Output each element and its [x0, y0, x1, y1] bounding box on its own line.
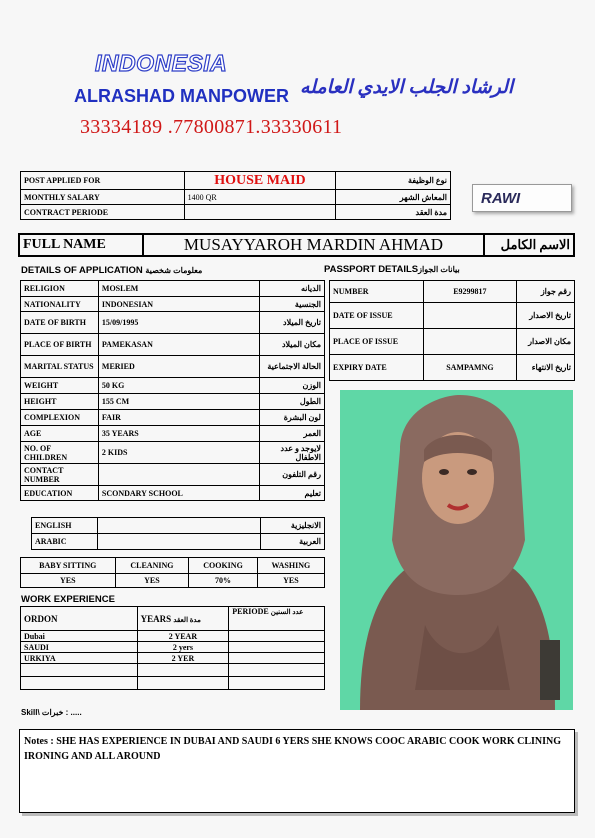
work-periode: [229, 677, 325, 690]
skills-value-row: [21, 574, 325, 588]
job-label: MONTHLY SALARY: [21, 190, 185, 205]
work-row: [21, 677, 325, 690]
passport-label: NUMBER: [330, 281, 424, 303]
application-label-ar: الجنسية: [260, 297, 325, 312]
job-label-ar: مدة العقد: [336, 205, 451, 220]
application-row: [21, 281, 325, 297]
language-label: ENGLISH: [32, 518, 98, 534]
application-row: [21, 334, 325, 356]
notes-text: Notes : SHE HAS EXPERIENCE IN DUBAI AND SAUDI 6 YERS SHE KNOWS COOC ARABIC COOK WORK CLINING IRONING AND ALL AROUND: [24, 736, 562, 762]
skill-value: YES: [257, 574, 324, 588]
work-country: [21, 677, 138, 690]
application-label: CONTACT NUMBER: [21, 464, 99, 486]
application-label-ar: لايوجد و عدد الاطفال: [260, 442, 325, 464]
application-heading: DETAILS OF APPLICATION معلومات شخصية: [21, 265, 203, 276]
fullname-table: [18, 233, 575, 257]
job-row: [21, 205, 451, 220]
application-label-ar: لون البشرة: [260, 410, 325, 426]
passport-label-ar: مكان الاصدار: [517, 329, 575, 355]
passport-row: [330, 281, 575, 303]
work-col-country: ORDON: [21, 607, 138, 631]
skill-value: 70%: [189, 574, 257, 588]
skill-value: YES: [115, 574, 189, 588]
application-row: [21, 312, 325, 334]
passport-label-ar: تاريخ الاصدار: [517, 303, 575, 329]
application-row: [21, 426, 325, 442]
application-row: [21, 356, 325, 378]
application-row: [21, 394, 325, 410]
skill-header: WASHING: [257, 558, 324, 574]
language-label: ARABIC: [32, 534, 98, 550]
work-country: Dubai: [21, 631, 138, 642]
application-value: MERIED: [98, 356, 259, 378]
fullname-label: FULL NAME: [19, 234, 143, 256]
application-row: [21, 378, 325, 394]
application-value: PAMEKASAN: [98, 334, 259, 356]
application-value: 155 CM: [98, 394, 259, 410]
application-label-ar: الحالة الاجتماعية: [260, 356, 325, 378]
application-value: INDONESIAN: [98, 297, 259, 312]
application-label-ar: مكان الميلاد: [260, 334, 325, 356]
work-country: [21, 664, 138, 677]
work-periode: [229, 653, 325, 664]
application-row: [21, 410, 325, 426]
application-label-ar: الطول: [260, 394, 325, 410]
passport-label-ar: تاريخ الانتهاء: [517, 355, 575, 381]
job-row: [21, 190, 451, 205]
application-label: COMPLEXION: [21, 410, 99, 426]
application-value: [98, 464, 259, 486]
application-value: FAIR: [98, 410, 259, 426]
passport-value: [423, 303, 517, 329]
brand-name: ALRASHAD MANPOWER: [74, 86, 289, 106]
application-label-ar: الوزن: [260, 378, 325, 394]
application-row: [21, 442, 325, 464]
job-label-ar: المعاش الشهر: [336, 190, 451, 205]
work-years: [137, 677, 229, 690]
passport-value: E9299817: [423, 281, 517, 303]
work-periode: [229, 631, 325, 642]
notes-box: [19, 729, 575, 813]
application-label: MARITAL STATUS: [21, 356, 99, 378]
work-row: [21, 642, 325, 653]
work-row: [21, 631, 325, 642]
brand-arabic-name: الرشاد الجلب الايدي العامله: [300, 77, 514, 98]
passport-row: [330, 329, 575, 355]
brand-country: INDONESIA: [95, 50, 228, 76]
work-country: SAUDI: [21, 642, 138, 653]
application-value: 15/09/1995: [98, 312, 259, 334]
passport-table: [329, 280, 575, 381]
work-col-years: YEARS مدة العقد: [137, 607, 229, 631]
passport-value: SAMPAMNG: [423, 355, 517, 381]
passport-label: EXPIRY DATE: [330, 355, 424, 381]
work-periode: [229, 664, 325, 677]
passport-row: [330, 355, 575, 381]
application-label: EDUCATION: [21, 486, 99, 501]
language-row: [32, 534, 325, 550]
applicant-photo: [340, 390, 573, 710]
application-label: RELIGION: [21, 281, 99, 297]
application-row: [21, 464, 325, 486]
application-table: [20, 280, 325, 501]
skill-header: COOKING: [189, 558, 257, 574]
language-value: [97, 518, 260, 534]
work-country: URKIYA: [21, 653, 138, 664]
languages-table: [31, 517, 325, 550]
post-value: HOUSE MAID: [184, 172, 336, 190]
work-years: 2 yers: [137, 642, 229, 653]
language-label-ar: العربية: [261, 534, 325, 550]
application-label: PLACE OF BIRTH: [21, 334, 99, 356]
application-label: WEIGHT: [21, 378, 99, 394]
rawi-badge: RAWI: [472, 184, 572, 212]
application-label: DATE OF BIRTH: [21, 312, 99, 334]
skill-header: CLEANING: [115, 558, 189, 574]
application-label: NO. OF CHILDREN: [21, 442, 99, 464]
application-value: 50 KG: [98, 378, 259, 394]
passport-label: DATE OF ISSUE: [330, 303, 424, 329]
application-label-ar: تعليم: [260, 486, 325, 501]
application-label: HEIGHT: [21, 394, 99, 410]
skills-header-row: [21, 558, 325, 574]
salary-value: 1400 QR: [184, 190, 336, 205]
skills-table: [20, 557, 325, 588]
application-label: NATIONALITY: [21, 297, 99, 312]
skill-line: Skill\ خبرات : .....: [21, 708, 82, 717]
passport-row: [330, 303, 575, 329]
skill-header: BABY SITTING: [21, 558, 116, 574]
application-label-ar: العمر: [260, 426, 325, 442]
language-value: [97, 534, 260, 550]
application-value: SCONDARY SCHOOL: [98, 486, 259, 501]
job-label-ar: نوع الوظيفة: [336, 172, 451, 190]
application-label-ar: تاريخ الميلاد: [260, 312, 325, 334]
application-value: 2 KIDS: [98, 442, 259, 464]
application-value: MOSLEM: [98, 281, 259, 297]
passport-heading: PASSPORT DETAILSبيانات الجواز: [324, 264, 460, 275]
work-row: [21, 653, 325, 664]
passport-label: PLACE OF ISSUE: [330, 329, 424, 355]
work-periode: [229, 642, 325, 653]
fullname-label-ar: الاسم الكامل: [484, 234, 574, 256]
brand-phones: 33334189 .77800871.33330611: [80, 116, 343, 138]
contract-value: [184, 205, 336, 220]
application-label-ar: رقم التلفون: [260, 464, 325, 486]
passport-value: [423, 329, 517, 355]
work-row: [21, 664, 325, 677]
work-years: 2 YER: [137, 653, 229, 664]
language-row: [32, 518, 325, 534]
application-label-ar: الديانه: [260, 281, 325, 297]
work-years: 2 YEAR: [137, 631, 229, 642]
application-value: 35 YEARS: [98, 426, 259, 442]
job-label: POST APPLIED FOR: [21, 172, 185, 190]
language-label-ar: الانجليزية: [261, 518, 325, 534]
skill-value: YES: [21, 574, 116, 588]
job-row: [21, 172, 451, 190]
application-row: [21, 486, 325, 501]
work-heading: WORK EXPERIENCE: [21, 594, 115, 605]
application-label: AGE: [21, 426, 99, 442]
fullname-value: MUSAYYAROH MARDIN AHMAD: [143, 234, 484, 256]
passport-label-ar: رقم جواز: [517, 281, 575, 303]
application-row: [21, 297, 325, 312]
work-table: [20, 606, 325, 690]
job-table: [20, 171, 451, 220]
applicant-photo-illustration: [340, 390, 573, 710]
job-label: CONTRACT PERIODE: [21, 205, 185, 220]
work-years: [137, 664, 229, 677]
work-col-periode: PERIODE عدد السنين: [229, 607, 325, 631]
